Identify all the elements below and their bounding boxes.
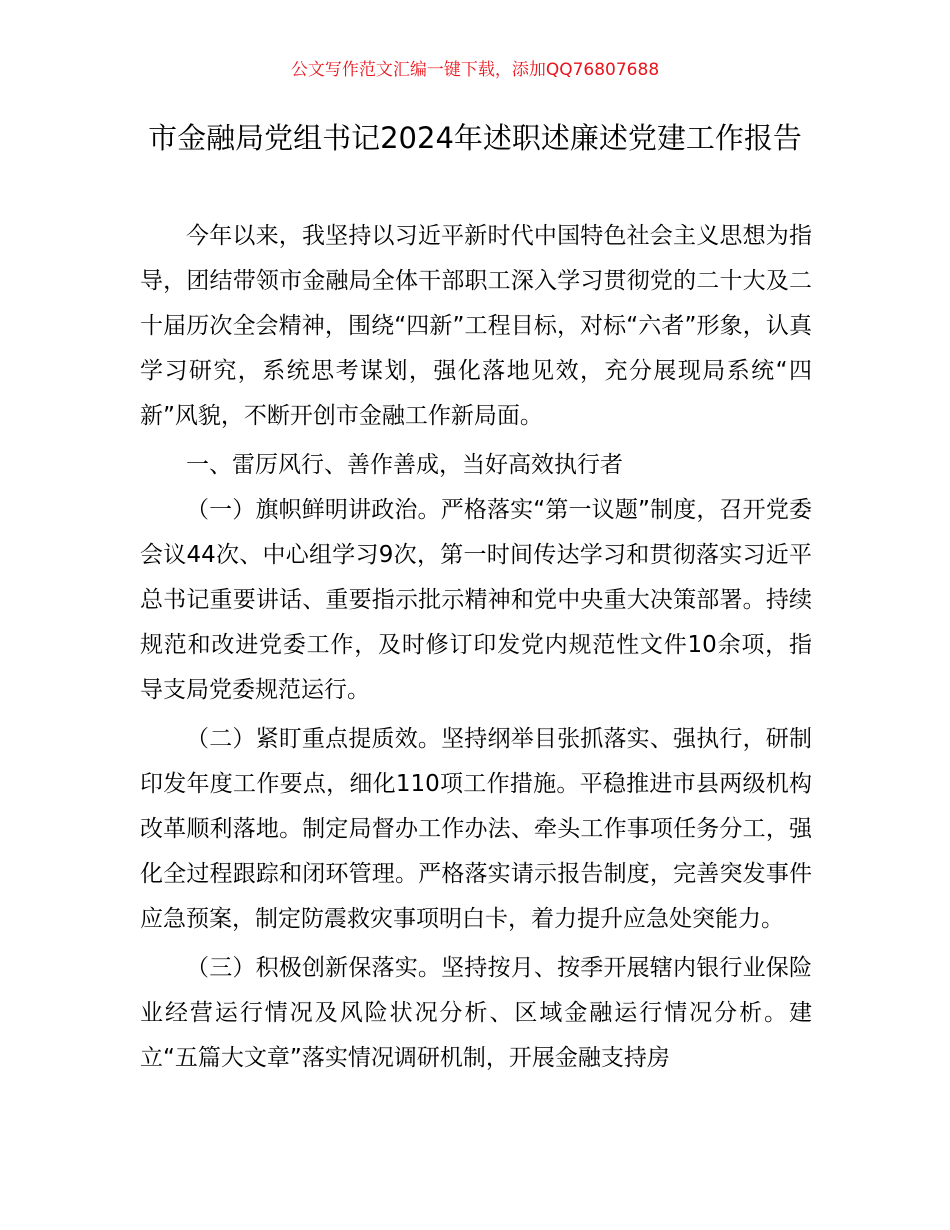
body-paragraph-3: （三）积极创新保落实。坚持按月、按季开展辖内银行业保险业经营运行情况及风险状况分析、区域金融运行情况分析。建立“五篇大文章”落实情况调研机制，开展金融支持房 xyxy=(140,955,812,1071)
download-banner[interactable]: 公文写作范文汇编一键下载，添加QQ76807688 xyxy=(290,60,660,80)
document-body xyxy=(140,214,812,1081)
section-heading-1: 一、雷厉风行、善作善成，当好高效执行者 xyxy=(186,452,623,478)
body-paragraph-2: （二）紧盯重点提质效。坚持纲举目张抓落实、强执行，研制印发年度工作要点，细化110项工作措施。平稳推进市县两级机构改革顺利落地。制定局督办工作办法、牵头工作事项任务分工，强化全过程跟踪和闭环管理。严格落实请示报告制度，完善突发事件应急预案，制定防震救灾事项明白卡，着力提升应急处突能力。 xyxy=(140,726,812,932)
body-paragraph-1: （一）旗帜鲜明讲政治。严格落实“第一议题”制度，召开党委会议44次、中心组学习9次，第一时间传达学习和贯彻落实习近平总书记重要讲话、重要指示批示精神和党中央重大决策部署。持续规范和改进党委工作，及时修订印发党内规范性文件10余项，指导支局党委规范运行。 xyxy=(140,497,812,703)
document-title: 市金融局党组书记2024年述职述廉述党建工作报告 xyxy=(148,121,802,155)
intro-paragraph: 今年以来，我坚持以习近平新时代中国特色社会主义思想为指导，团结带领市金融局全体干部职工深入学习贯彻党的二十大及二十届历次全会精神，围绕“四新”工程目标，对标“六者”形象，认真学习研究，系统思考谋划，强化落地见效，充分展现局系统“四新”风貌，不断开创市金融工作新局面。 xyxy=(140,223,812,429)
